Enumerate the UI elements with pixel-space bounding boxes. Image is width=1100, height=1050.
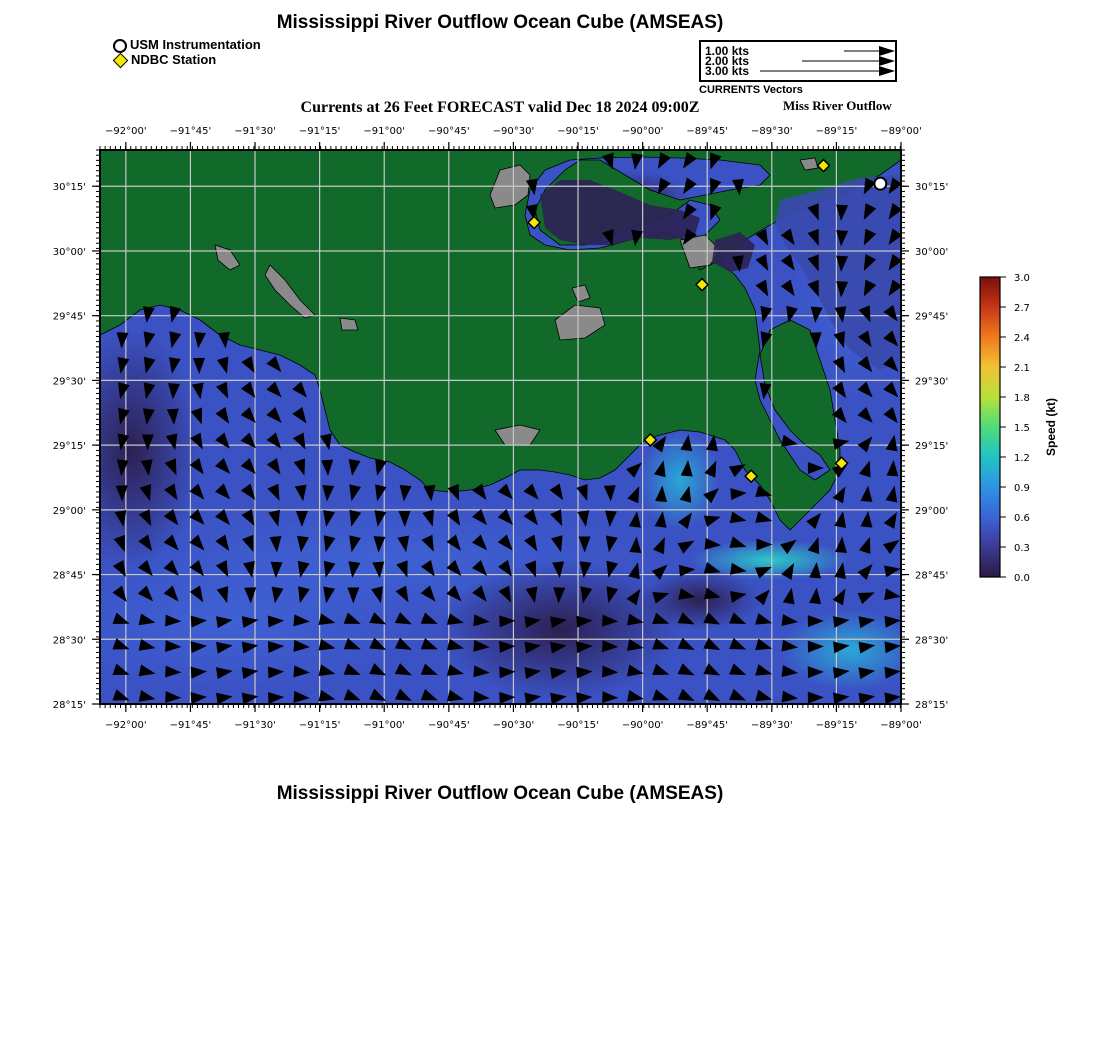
colorbar-tick-label: 1.5 — [1014, 423, 1030, 434]
lon-label-top: −90°15' — [557, 126, 599, 137]
lat-label-right: 29°45' — [915, 311, 949, 323]
lon-labels-bottom — [105, 720, 922, 731]
colorbar-ticks — [1000, 273, 1030, 584]
lat-label-left: 28°30' — [52, 635, 86, 647]
lon-label-bottom: −91°15' — [298, 720, 341, 731]
lat-label-right: 28°15' — [915, 700, 949, 711]
lon-label-top: −89°45' — [686, 126, 728, 137]
lon-label-bottom: −89°00' — [880, 720, 922, 731]
lat-label-right: 30°15' — [915, 182, 949, 194]
lat-label-right: 29°15' — [915, 441, 949, 453]
lon-label-top: −91°30' — [234, 126, 276, 137]
lon-label-top: −91°45' — [169, 126, 212, 137]
colorbar-tick-label: 0.0 — [1014, 573, 1030, 584]
vector-key-label-1: 1.00 kts — [705, 44, 750, 58]
lat-labels-left — [53, 182, 86, 711]
lon-label-bottom: −90°45' — [428, 720, 470, 731]
lon-label-top: −92°00' — [105, 126, 147, 137]
lon-label-bottom: −89°30' — [751, 720, 793, 731]
lat-label-right: 29°00' — [915, 505, 949, 517]
lat-labels-right — [915, 182, 948, 711]
lat-label-right: 29°30' — [915, 376, 949, 388]
lat-label-left: 30°15' — [52, 182, 86, 194]
colorbar-tick-label: 1.2 — [1014, 453, 1030, 464]
lon-label-top: −90°00' — [621, 126, 664, 137]
lon-label-bottom: −92°00' — [105, 720, 147, 731]
lon-label-bottom: −91°00' — [363, 720, 406, 731]
colorbar-gradient — [980, 277, 1000, 577]
plot-subtitle: Currents at 26 Feet FORECAST valid Dec 18 2024 09:00Z — [300, 99, 700, 116]
colorbar-tick-label: 0.9 — [1014, 483, 1030, 494]
usm-station-marker — [874, 178, 886, 190]
lat-label-right: 28°45' — [915, 570, 949, 582]
lat-label-left: 30°00' — [52, 246, 86, 258]
lon-label-top: −89°30' — [751, 126, 793, 137]
vector-key-title: CURRENTS Vectors — [699, 84, 803, 96]
lon-label-bottom: −89°45' — [686, 720, 728, 731]
colorbar-label: Speed (kt) — [1044, 397, 1058, 457]
lon-label-bottom: −89°15' — [815, 720, 858, 731]
lon-labels-top — [105, 126, 922, 137]
lon-label-bottom: −91°30' — [234, 720, 276, 731]
lat-label-left: 29°00' — [52, 505, 86, 517]
usm-legend-label: USM Instrumentation — [130, 37, 261, 52]
colorbar-tick-label: 1.8 — [1014, 393, 1030, 404]
lon-label-top: −91°00' — [363, 126, 406, 137]
plot-title-bottom: Mississippi River Outflow Ocean Cube (AMSEAS) — [276, 783, 724, 804]
colorbar-tick-label: 0.6 — [1014, 513, 1030, 524]
lat-label-left: 29°15' — [52, 441, 86, 453]
colorbar-tick-label: 2.7 — [1014, 303, 1030, 314]
colorbar — [980, 273, 1058, 584]
plot-title: Mississippi River Outflow Ocean Cube (AMSEAS) — [276, 12, 724, 33]
lon-label-top: −90°30' — [492, 126, 535, 137]
vector-key-label-2: 2.00 kts — [705, 54, 750, 68]
lat-label-left: 28°45' — [52, 570, 86, 582]
lon-label-bottom: −90°00' — [621, 720, 664, 731]
lat-label-left: 29°45' — [52, 311, 86, 323]
lat-label-left: 28°15' — [52, 700, 86, 711]
vector-key-label-3: 3.00 kts — [705, 64, 750, 78]
map-area — [30, 150, 920, 705]
lon-label-top: −89°00' — [880, 126, 922, 137]
colorbar-tick-label: 2.1 — [1014, 363, 1030, 374]
lon-label-top: −91°15' — [298, 126, 341, 137]
region-label: Miss River Outflow — [783, 98, 892, 113]
lat-label-left: 29°30' — [52, 376, 86, 388]
colorbar-tick-label: 0.3 — [1014, 543, 1030, 554]
lon-label-bottom: −90°15' — [557, 720, 599, 731]
lon-label-bottom: −90°30' — [492, 720, 535, 731]
ndbc-legend-label: NDBC Station — [131, 52, 217, 67]
lon-label-bottom: −91°45' — [169, 720, 212, 731]
colorbar-tick-label: 3.0 — [1014, 273, 1030, 284]
lon-label-top: −90°45' — [428, 126, 470, 137]
colorbar-tick-label: 2.4 — [1014, 333, 1030, 344]
lon-label-top: −89°15' — [815, 126, 858, 137]
lat-label-right: 30°00' — [915, 246, 949, 258]
lat-label-right: 28°30' — [915, 635, 949, 647]
